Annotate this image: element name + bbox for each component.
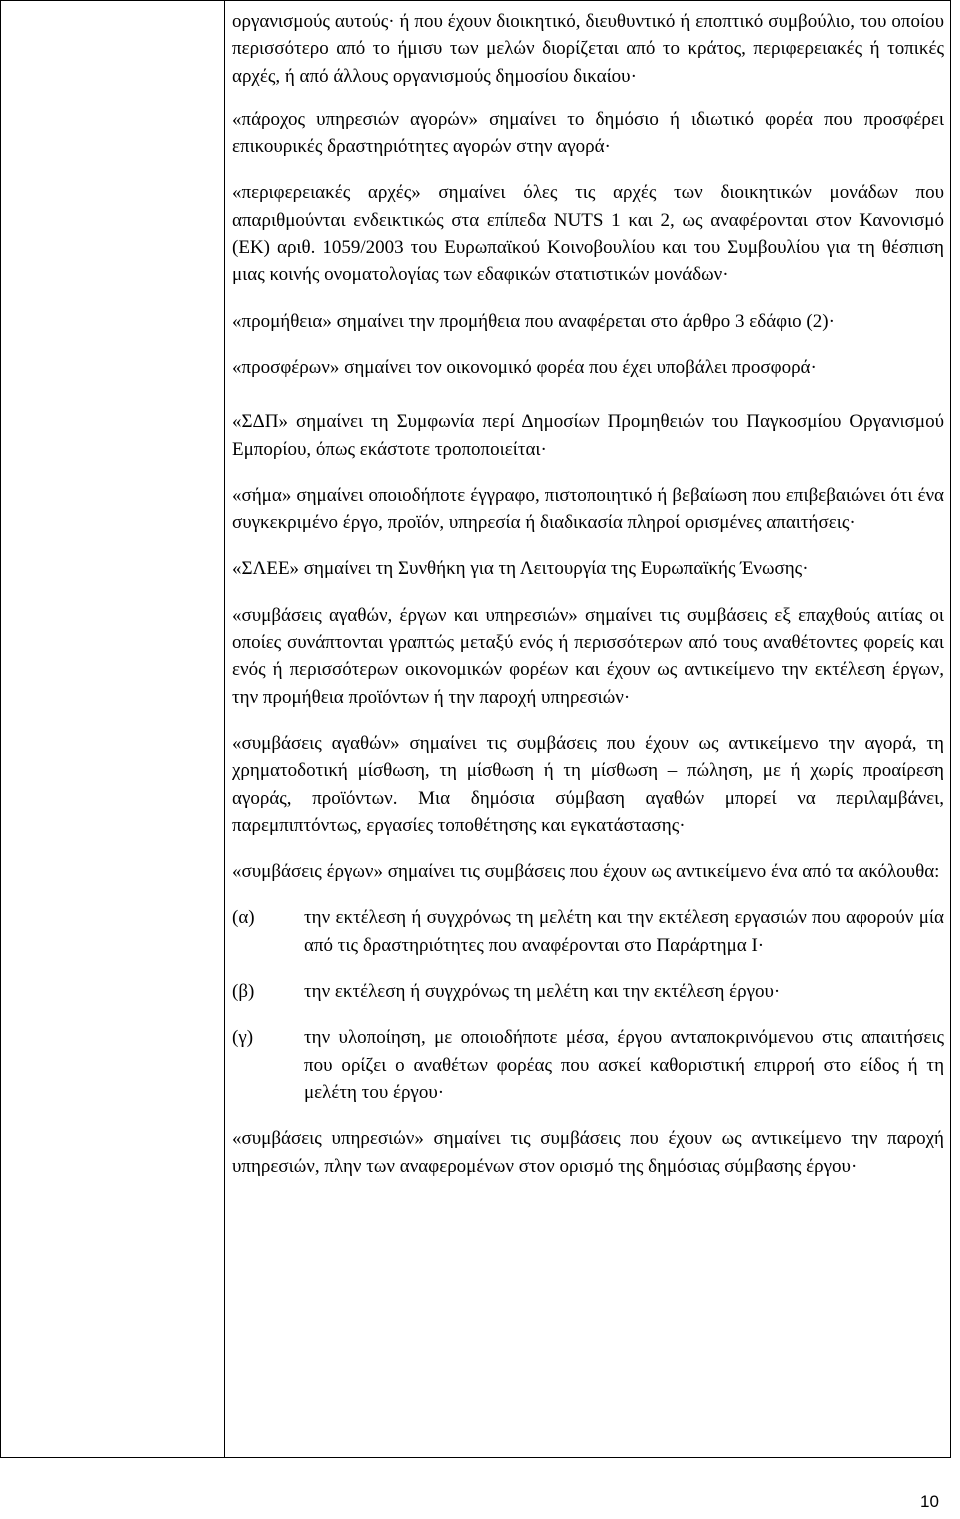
paragraph-purchasing-service-provider: «πάροχος υπηρεσιών αγορών» σημαίνει το δημόσιο ή ιδιωτικό φορέα που προσφέρει επικουρικές δραστηριότητες αγορών στην αγορά· — [232, 108, 944, 158]
paragraph-supply-contracts: «συμβάσεις αγαθών» σημαίνει τις συμβάσεις που έχουν ως αντικείμενο την αγορά, τη χρηματοδοτική μίσθωση, τη μίσθωση ή τη μίσθωση – πώληση, με ή χωρίς προαίρεση αγοράς, προϊόντων. Μια δημόσια σύμβαση αγαθών μπορεί να περιλαμβάνει, παρεμπιπτόντως, εργασίες τοποθέτησης και εγκατάστασης· — [232, 732, 944, 836]
paragraph-public-bodies: οργανισμούς αυτούς· ή που έχουν διοικητικό, διευθυντικό ή εποπτικό συμβούλιο, του οποίου περισσότερο από το ήμισυ των μελών διορίζεται από το κράτος, περιφερειακές ή τοπικές αρχές, ή από άλλους οργανισμούς δημοσίου δικαίου· — [232, 11, 944, 87]
list-marker: (β) — [232, 981, 255, 1003]
left-margin-column — [1, 1, 225, 1457]
definitions-column — [232, 8, 944, 1180]
paragraph-gpa: «ΣΔΠ» σημαίνει τη Συμφωνία περί Δημοσίων Προμηθειών του Παγκοσμίου Οργανισμού Εμπορίου, όπως εκάστοτε τροποποιείται· — [232, 411, 944, 460]
paragraph-tfeu: «ΣΛΕΕ» σημαίνει τη Συνθήκη για τη Λειτουργία της Ευρωπαϊκής Ένωσης· — [232, 558, 809, 580]
list-item-a — [232, 904, 944, 959]
page-number: 10 — [920, 1492, 939, 1511]
list-item-text: την εκτέλεση ή συγχρόνως τη μελέτη και την εκτέλεση εργασιών που αφορούν μία από τις δραστηριότητες που αναφέρονται στο Παράρτημα Ι· — [304, 907, 944, 956]
list-item-c — [232, 1024, 944, 1106]
list-item-text: την υλοποίηση, με οποιοδήποτε μέσα, έργου ανταποκρινόμενου στις απαιτήσεις που ορίζει ο αναθέτων φορέας που ασκεί καθοριστική επιρροή στο είδος ή τη μελέτη του έργου· — [304, 1027, 944, 1103]
paragraph-label: «σήμα» σημαίνει οποιοδήποτε έγγραφο, πιστοποιητικό ή βεβαίωση που επιβεβαιώνει ότι ένα συγκεκριμένο έργο, προϊόν, υπηρεσία ή διαδικασία πληροί ορισμένες απαιτήσεις· — [232, 484, 944, 534]
paragraph-procurement: «προμήθεια» σημαίνει την προμήθεια που αναφέρεται στο άρθρο 3 εδάφιο (2)· — [232, 310, 835, 332]
paragraph-regional-authorities: «περιφερειακές αρχές» σημαίνει όλες τις αρχές των διοικητικών μονάδων που απαριθμούνται ενδεικτικώς στα επίπεδα NUTS 1 και 2, ως αναφέρονται στον Κανονισμό (ΕΚ) αριθ. 1059/2003 του Ευρωπαϊκού Κοινοβουλίου και του Συμβουλίου για τη θέσπιση μιας κοινής ονοματολογίας των εδαφικών στατιστικών μονάδων· — [232, 182, 944, 286]
list-marker: (α) — [232, 907, 255, 929]
list-marker: (γ) — [232, 1027, 254, 1049]
paragraph-contracts-goods-works-services: «συμβάσεις αγαθών, έργων και υπηρεσιών» σημαίνει τις συμβάσεις εξ επαχθούς αιτίας οι οποίες συνάπτονται γραπτώς μεταξύ ενός ή περισσότερων από τους αναθέτοντες φορείς και ενός ή περισσότερων οικονομικών φορέων και έχουν ως αντικείμενο την εκτέλεση έργων, την προμήθεια προϊόντων ή την παροχή υπηρεσιών· — [232, 604, 944, 708]
list-item-text: την εκτέλεση ή συγχρόνως τη μελέτη και την εκτέλεση έργου· — [304, 981, 781, 1003]
list-item-b — [232, 978, 944, 1005]
paragraph-service-contracts: «συμβάσεις υπηρεσιών» σημαίνει τις συμβάσεις που έχουν ως αντικείμενο την παροχή υπηρεσιών, πλην των αναφερομένων στον ορισμό της δημόσιας σύμβασης έργου· — [232, 1128, 944, 1177]
paragraph-tenderer: «προσφέρων» σημαίνει τον οικονομικό φορέα που έχει υποβάλει προσφορά· — [232, 356, 817, 378]
paragraph-works-contracts: «συμβάσεις έργων» σημαίνει τις συμβάσεις που έχουν ως αντικείμενο ένα από τα ακόλουθα: — [232, 861, 940, 883]
